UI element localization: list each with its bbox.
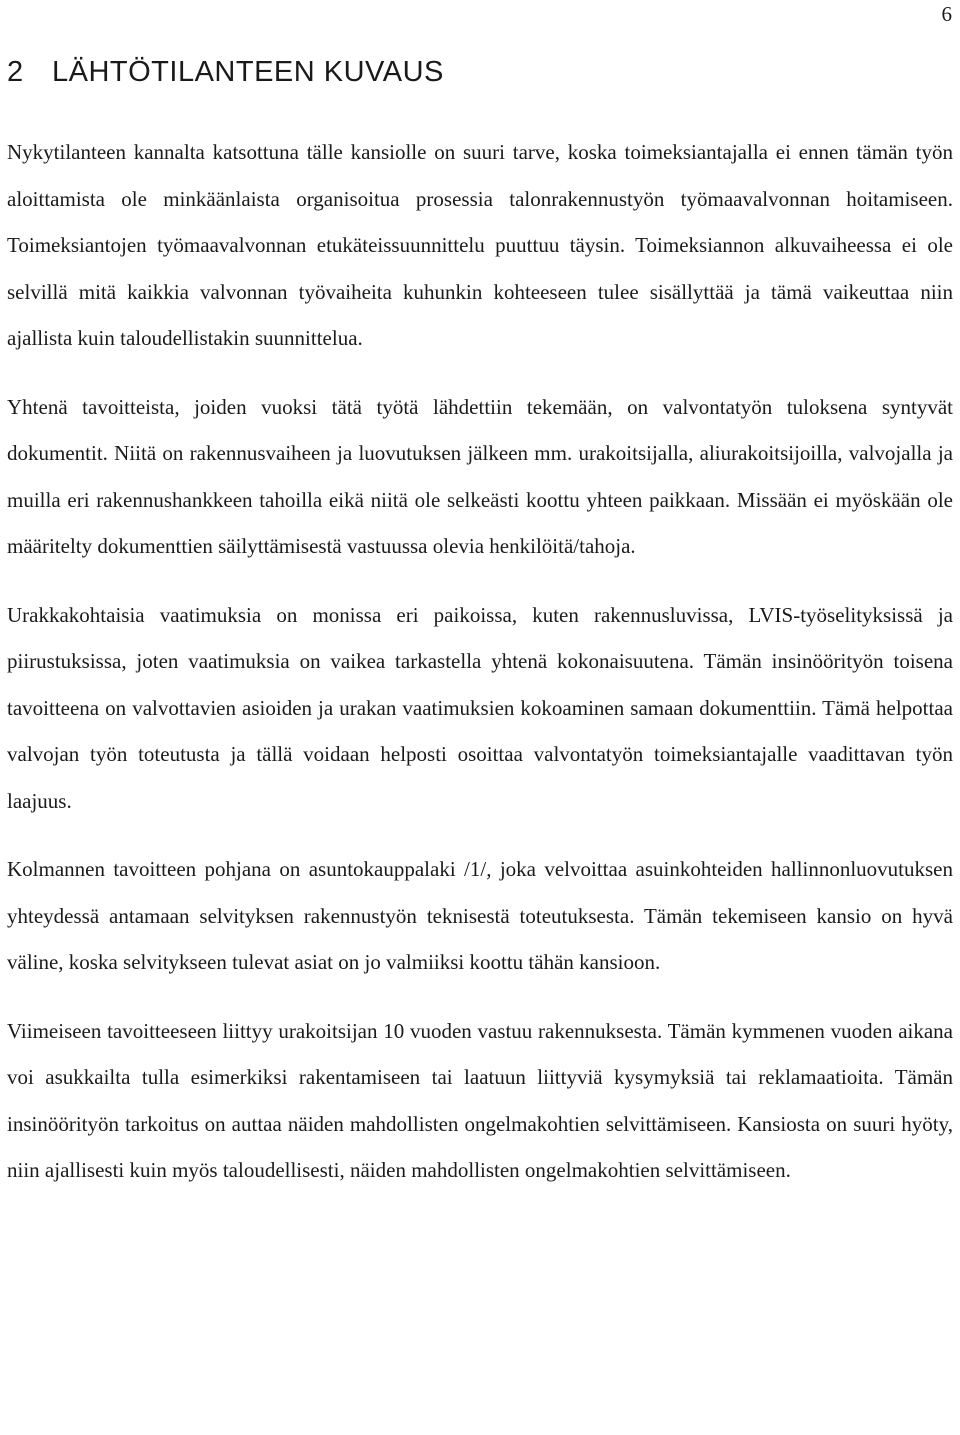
section-number: 2 [7, 56, 24, 88]
paragraph-requirements-goal: Urakkakohtaisia vaatimuksia on monissa eri paikoissa, kuten rakennusluvissa, LVIS-työselityksissä ja piirustuksissa, joten vaatimuksia on vaikea tarkastella yhtenä kokonaisuutena. Tämän insinöörityön toisena tavoitteena on valvottavien asioiden ja urakan vaatimuksien kokoaminen samaan dokumenttiin. Tämä helpottaa valvojan työn toteutusta ja tällä voidaan helposti osoittaa valvontatyön toimeksiantajalle vaadittavan työn laajuus. [7, 602, 953, 813]
paragraph-liability-goal: Viimeiseen tavoitteeseen liittyy urakoitsijan 10 vuoden vastuu rakennuksesta. Tämän kymmenen vuoden aikana voi asukkailta tulla esimerkiksi rakentamiseen tai laatuun liittyviä kysymyksiä tai reklamaatioita. Tämän insinöörityön tarkoitus on auttaa näiden mahdollisten ongelmakohtien selvittämiseen. Kansiosta on suuri hyöty, niin ajallisesti kuin myös taloudellisesti, näiden mahdollisten ongelmakohtien selvittämiseen. [7, 1018, 953, 1182]
section-title: LÄHTÖTILANTEEN KUVAUS [52, 56, 444, 88]
paragraph-housing-law-goal: Kolmannen tavoitteen pohjana on asuntokauppalaki /1/, joka velvoittaa asuinkohteiden hallinnonluovutuksen yhteydessä antamaan selvityksen rakennustyön teknisestä toteutuksesta. Tämän tekemiseen kansio on hyvä väline, koska selvitykseen tulevat asiat on jo valmiiksi koottu tähän kansioon. [7, 857, 953, 974]
page-number: 6 [941, 2, 952, 26]
paragraph-documents-goal: Yhtenä tavoitteista, joiden vuoksi tätä työtä lähdettiin tekemään, on valvontatyön tuloksena syntyvät dokumentit. Niitä on rakennusvaiheen ja luovutuksen jälkeen mm. urakoitsijalla, aliurakoitsijoilla, valvojalla ja muilla eri rakennushankkeen tahoilla eikä niitä ole selkeästi koottu yhteen paikkaan. Missään ei myöskään ole määritelty dokumenttien säilyttämisestä vastuussa olevia henkilöitä/tahoja. [7, 394, 953, 558]
paragraph-current-situation: Nykytilanteen kannalta katsottuna tälle kansiolle on suuri tarve, koska toimeksiantajalla ei ennen tämän työn aloittamista ole minkäänlaista organisoitua prosessia talonrakennustyön työmaavalvonnan hoitamiseen. Toimeksiantojen työmaavalvonnan etukäteissuunnittelu puuttuu täysin. Toimeksiannon alkuvaiheessa ei ole selvillä mitä kaikkia valvonnan työvaiheita kuhunkin kohteeseen tulee sisällyttää ja tämä vaikeuttaa niin ajallista kuin taloudellistakin suunnittelua. [7, 140, 953, 350]
section-heading [7, 55, 444, 89]
body-text [7, 129, 953, 1194]
